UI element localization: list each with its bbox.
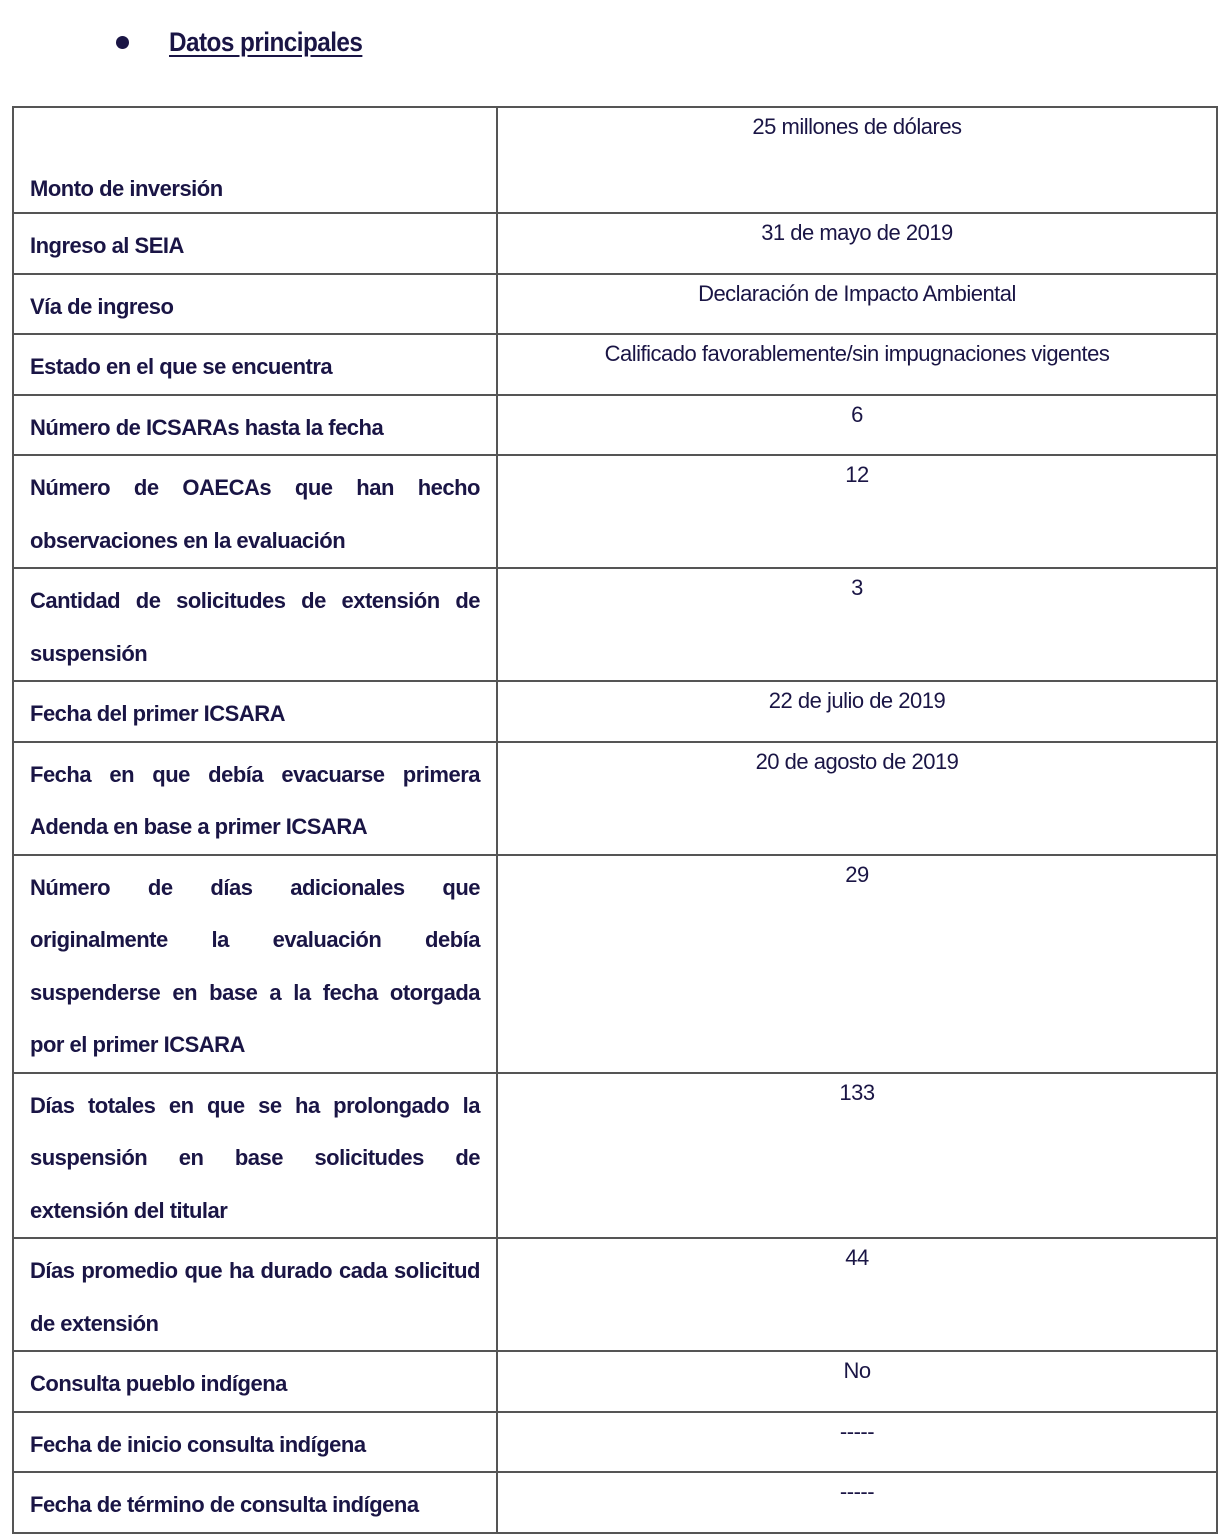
row-value: 44 (497, 1238, 1217, 1351)
table-row (13, 742, 1217, 855)
row-value: 31 de mayo de 2019 (497, 213, 1217, 274)
row-label: Número de ICSARAs hasta la fecha (13, 395, 497, 456)
row-label: Fecha del primer ICSARA (13, 681, 497, 742)
section-title: Datos principales (169, 26, 363, 57)
table-row (13, 334, 1217, 395)
table-row (13, 1412, 1217, 1473)
row-label: Ingreso al SEIA (13, 213, 497, 274)
row-value: 20 de agosto de 2019 (497, 742, 1217, 855)
row-label: Fecha de inicio consulta indígena (13, 1412, 497, 1473)
row-value: 6 (497, 395, 1217, 456)
table-row (13, 274, 1217, 335)
row-label: Vía de ingreso (13, 274, 497, 335)
row-value: 3 (497, 568, 1217, 681)
row-label: Número de días adicionales que originalmente la evaluación debía suspenderse en base a la fecha otorgada por el primer ICSARA (13, 855, 497, 1073)
row-label: Fecha en que debía evacuarse primera Adenda en base a primer ICSARA (13, 742, 497, 855)
table-row (13, 107, 1217, 213)
row-value: 12 (497, 455, 1217, 568)
row-label: Días totales en que se ha prolongado la suspensión en base solicitudes de extensión del titular (13, 1073, 497, 1239)
row-value: Declaración de Impacto Ambiental (497, 274, 1217, 335)
table-row (13, 855, 1217, 1073)
table-row (13, 213, 1217, 274)
bullet-icon (116, 36, 129, 49)
row-value: 29 (497, 855, 1217, 1073)
row-value: ----- (497, 1412, 1217, 1473)
row-value: 22 de julio de 2019 (497, 681, 1217, 742)
row-label: Fecha de término de consulta indígena (13, 1472, 497, 1533)
row-label: Número de OAECAs que han hecho observaciones en la evaluación (13, 455, 497, 568)
row-label: Días promedio que ha durado cada solicitud de extensión (13, 1238, 497, 1351)
table-row (13, 1238, 1217, 1351)
row-label: Estado en el que se encuentra (13, 334, 497, 395)
table-row (13, 1073, 1217, 1239)
row-value: 133 (497, 1073, 1217, 1239)
table-row (13, 1472, 1217, 1533)
table-row (13, 1351, 1217, 1412)
row-value: ----- (497, 1472, 1217, 1533)
row-label: Consulta pueblo indígena (13, 1351, 497, 1412)
table-row (13, 395, 1217, 456)
row-label: Cantidad de solicitudes de extensión de suspensión (13, 568, 497, 681)
row-value: 25 millones de dólares (497, 107, 1217, 213)
row-value: No (497, 1351, 1217, 1412)
main-data-table (12, 106, 1218, 1534)
row-label: Monto de inversión (13, 107, 497, 213)
row-value: Calificado favorablemente/sin impugnaciones vigentes (497, 334, 1217, 395)
table-row (13, 681, 1217, 742)
table-row (13, 455, 1217, 568)
section-heading (112, 22, 384, 62)
table-row (13, 568, 1217, 681)
